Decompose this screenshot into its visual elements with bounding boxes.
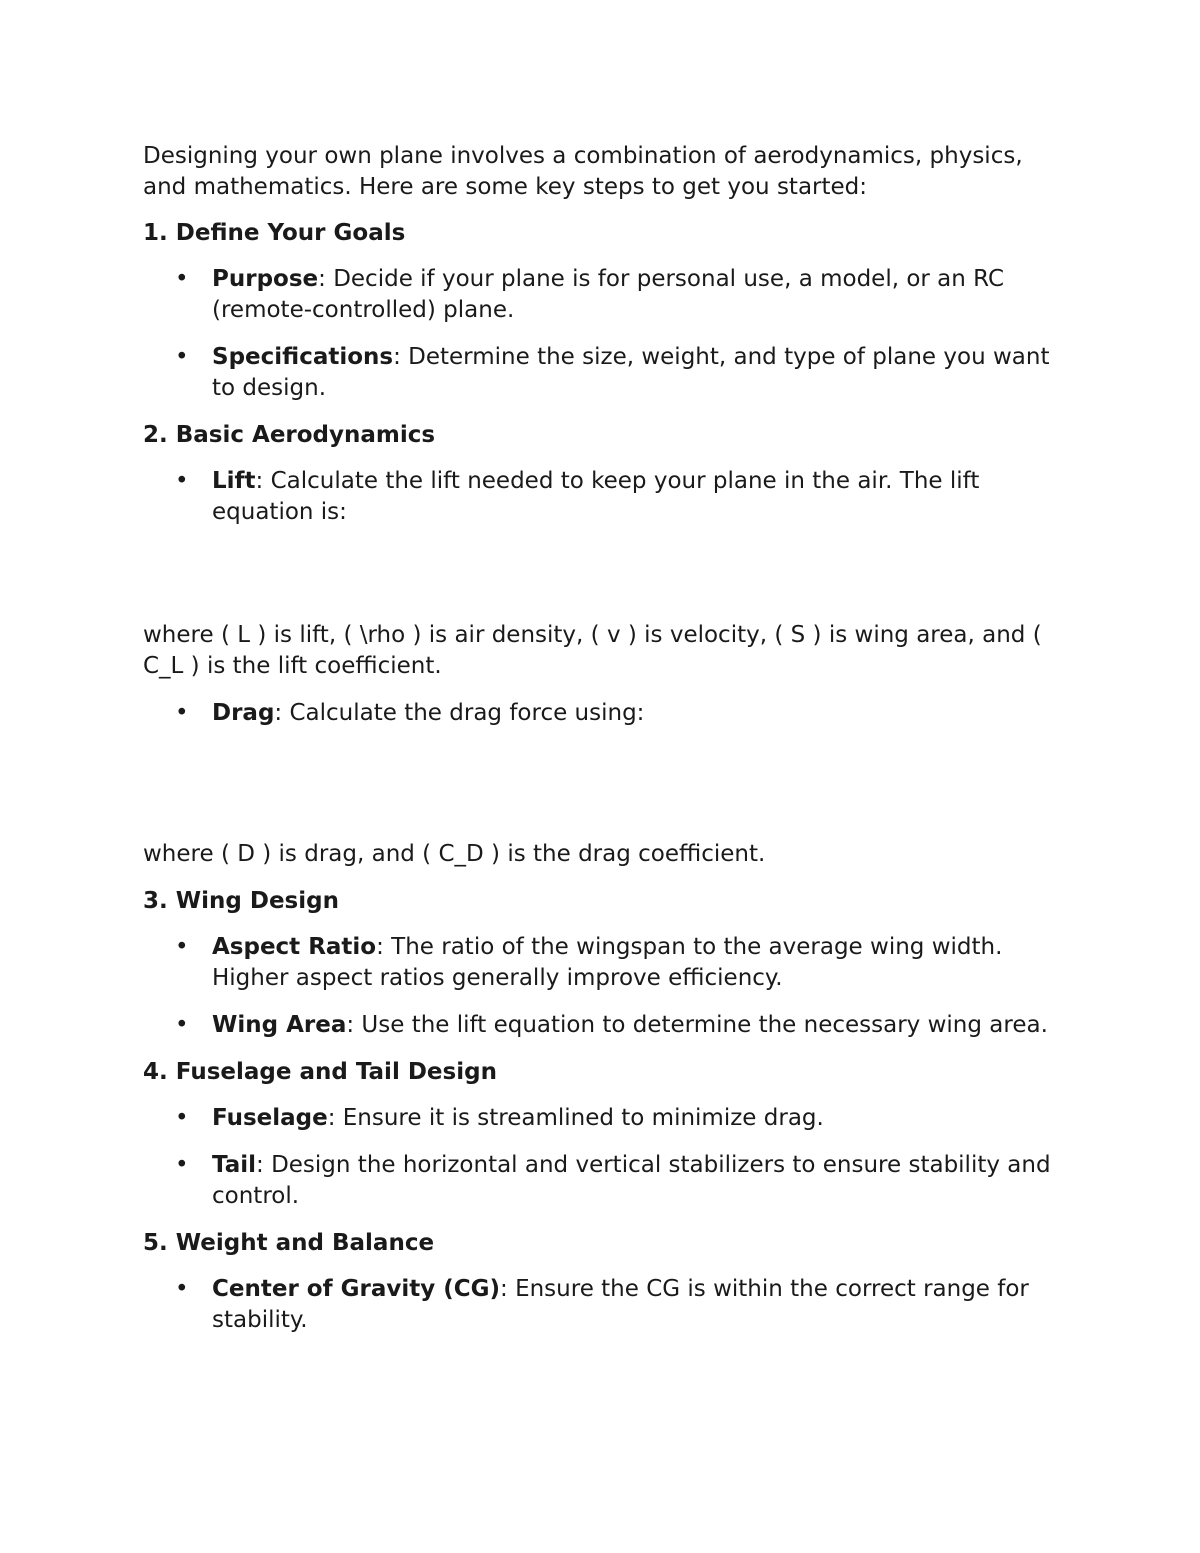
section-heading-goals: 1. Define Your Goals (143, 220, 406, 246)
list-item (143, 1150, 1063, 1212)
list-item (143, 264, 1063, 326)
item-text: : Determine the size, weight, and type of plane you want to design. (212, 344, 1050, 401)
item-text: : Design the horizontal and vertical stabilizers to ensure stability and control. (212, 1152, 1051, 1209)
drag-note: where ( D ) is drag, and ( C_D ) is the drag coefficient. (143, 841, 766, 867)
term-purpose: Purpose (212, 266, 319, 292)
list-item (143, 342, 1063, 404)
bullet: • (175, 1012, 189, 1038)
term-center-of-gravity: Center of Gravity (CG) (212, 1276, 501, 1302)
bullet: • (175, 934, 189, 960)
item-text: : Decide if your plane is for personal use, a model, or an RC (remote-controlled) plane. (212, 266, 1005, 323)
bullet: • (175, 1152, 189, 1178)
wing-design-list (143, 932, 1063, 1041)
bullet: • (175, 1105, 189, 1131)
item-text: : Ensure it is streamlined to minimize drag. (327, 1105, 824, 1131)
term-wing-area: Wing Area (212, 1012, 347, 1038)
item-text: : Use the lift equation to determine the necessary wing area. (346, 1012, 1048, 1038)
list-item (143, 1103, 1063, 1134)
term-fuselage: Fuselage (212, 1105, 328, 1131)
term-tail: Tail (212, 1152, 257, 1178)
term-specifications: Specifications (212, 344, 394, 370)
bullet: • (175, 1276, 189, 1302)
section-heading-wing-design: 3. Wing Design (143, 888, 339, 914)
aerodynamics-list-drag (143, 698, 1063, 729)
section-heading-aerodynamics: 2. Basic Aerodynamics (143, 422, 436, 448)
bullet: • (175, 700, 189, 726)
list-item (143, 1010, 1063, 1041)
lift-note: where ( L ) is lift, ( \rho ) is air density, ( v ) is velocity, ( S ) is wing area, and ( C_L ) is the lift coefficient. (143, 622, 1042, 679)
list-item (143, 1274, 1063, 1336)
fuselage-tail-list (143, 1103, 1063, 1212)
drag-equation-placeholder (143, 729, 1063, 839)
section-heading-weight-balance: 5. Weight and Balance (143, 1230, 435, 1256)
term-lift: Lift (212, 468, 256, 494)
bullet: • (175, 344, 189, 370)
item-text: : Calculate the drag force using: (274, 700, 645, 726)
item-text: : The ratio of the wingspan to the average wing width. Higher aspect ratios generally improve efficiency. (212, 934, 1003, 991)
intro-paragraph: Designing your own plane involves a combination of aerodynamics, physics, and mathematics. Here are some key steps to get you started: (143, 143, 1023, 200)
lift-equation-placeholder (143, 528, 1063, 620)
item-text: : Calculate the lift needed to keep your plane in the air. The lift equation is: (212, 468, 980, 525)
term-drag: Drag (212, 700, 275, 726)
section-heading-fuselage-tail: 4. Fuselage and Tail Design (143, 1059, 497, 1085)
aerodynamics-list-lift (143, 466, 1063, 528)
list-item (143, 466, 1063, 528)
list-item (143, 698, 1063, 729)
goals-list (143, 264, 1063, 404)
weight-balance-list (143, 1274, 1063, 1336)
bullet: • (175, 266, 189, 292)
document-body (143, 141, 1063, 1352)
list-item (143, 932, 1063, 994)
bullet: • (175, 468, 189, 494)
item-text: : Ensure the CG is within the correct range for stability. (212, 1276, 1029, 1333)
term-aspect-ratio: Aspect Ratio (212, 934, 377, 960)
